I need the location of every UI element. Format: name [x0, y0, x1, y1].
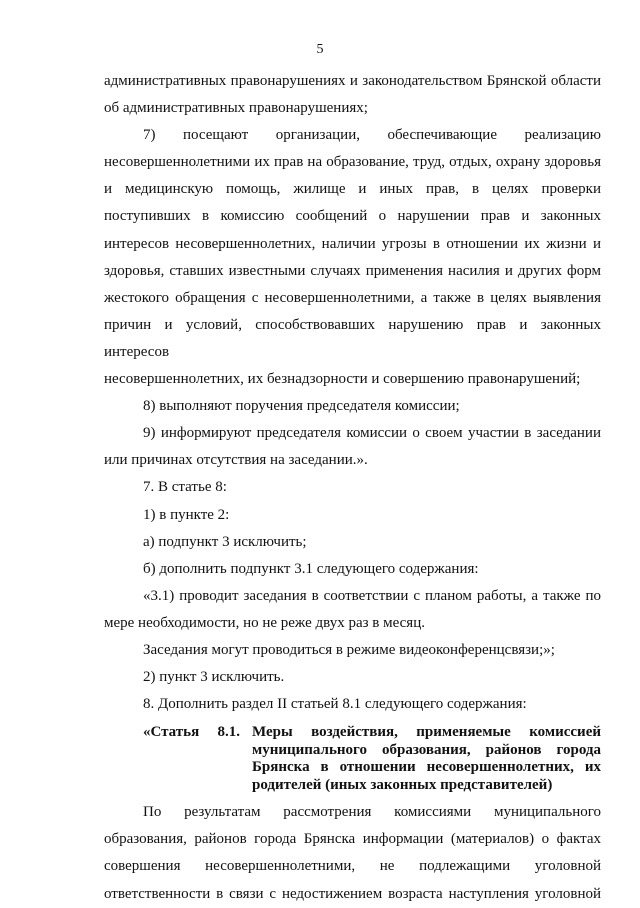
paragraph-line: или причинах отсутствия на заседании.».: [104, 452, 368, 469]
paragraph-line: Заседания могут проводиться в режиме видеоконференцсвязи;»;: [143, 641, 555, 658]
article-number: 8.1.: [217, 724, 240, 741]
paragraph-line: 7) посещают организации, обеспечивающие реализацию: [143, 127, 601, 144]
paragraph-line: жестокого обращения с несовершеннолетними, а также в целях выявления: [104, 289, 601, 306]
paragraph-line: ответственности в связи с недостижением возраста наступления уголовной: [104, 885, 601, 902]
paragraph-line: несовершеннолетними их прав на образование, труд, отдых, охрану здоровья: [104, 154, 601, 171]
paragraph-line: образования, районов города Брянска информации (материалов) о фактах: [104, 831, 601, 848]
paragraph-line: 1) в пункте 2:: [143, 506, 230, 523]
paragraph-line: 9) информируют председателя комиссии о своем участии в заседании: [143, 425, 601, 442]
paragraph-line: а) подпункт 3 исключить;: [143, 533, 307, 550]
paragraph-line: 8) выполняют поручения председателя комиссии;: [143, 398, 460, 415]
paragraph-line: мере необходимости, но не реже двух раз в месяц.: [104, 614, 425, 631]
paragraph-line: 8. Дополнить раздел II статьей 8.1 следующего содержания:: [143, 696, 527, 713]
paragraph-line: интересов несовершеннолетних, наличии угрозы в отношении их жизни и: [104, 235, 601, 252]
paragraph-line: 2) пункт 3 исключить.: [143, 669, 285, 686]
paragraph-line: здоровья, ставших известными случаях применения насилия и других форм: [104, 262, 601, 279]
paragraph-line: административных правонарушениях и законодательством Брянской области: [104, 73, 601, 89]
paragraph-line: 7. В статье 8:: [143, 479, 227, 496]
paragraph-line: По результатам рассмотрения комиссиями муниципального: [143, 804, 601, 821]
paragraph-line: «3.1) проводит заседания в соответствии с планом работы, а также по: [143, 587, 601, 604]
paragraph-line: и медицинскую помощь, жилище и иных прав, в целях проверки: [104, 181, 601, 198]
paragraph-line: поступивших в комиссию сообщений о нарушении прав и законных: [104, 208, 601, 225]
paragraph-line: несовершеннолетних, их безнадзорности и совершению правонарушений;: [104, 371, 581, 388]
document-body: [104, 68, 601, 908]
article-heading: [104, 718, 601, 799]
page-number: 5: [316, 42, 324, 57]
article-word: «Статья: [143, 724, 200, 741]
paragraph-line: совершения несовершеннолетними, не подлежащими уголовной: [104, 858, 601, 875]
article-title: Меры воздействия, применяемые комиссией муниципального образования, районов города Брянска в отношении несовершеннолетних, их родителей (иных законных представителей): [252, 724, 601, 793]
paragraph-line: причин и условий, способствовавших нарушению прав и законных интересов: [104, 316, 601, 360]
article-label: [104, 724, 252, 794]
paragraph-line: б) дополнить подпункт 3.1 следующего содержания:: [143, 560, 479, 577]
paragraph-line: об административных правонарушениях;: [104, 100, 368, 117]
